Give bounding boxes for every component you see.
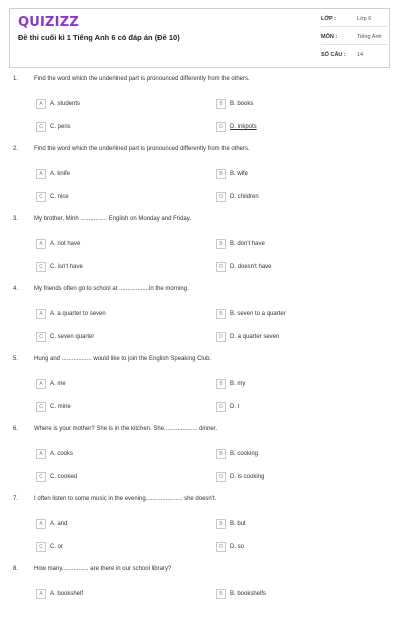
answer-option-a[interactable] xyxy=(36,379,66,389)
meta-row-subject xyxy=(321,31,387,45)
answer-letter-box: D xyxy=(216,262,226,272)
answer-text: A. knife xyxy=(50,171,71,177)
meta-value: Lớp 6 xyxy=(357,16,372,22)
question-text: My brother, Minh ................ English on Monday and Friday. xyxy=(34,216,191,222)
answer-option-c[interactable] xyxy=(36,332,94,342)
answer-option-a[interactable] xyxy=(36,239,80,249)
answer-option-d[interactable] xyxy=(216,122,257,132)
document-title: Đề thi cuối kì 1 Tiếng Anh 6 có đáp án (Đề 10) xyxy=(18,33,180,42)
answer-text: C. mine xyxy=(50,404,71,410)
question-text: How many................ are there in our school library? xyxy=(34,566,172,572)
answer-letter-box: B xyxy=(216,169,226,179)
answer-option-d[interactable] xyxy=(216,472,264,482)
worksheet-header xyxy=(9,8,390,68)
meta-label: LỚP : xyxy=(321,16,336,22)
answer-letter-box: B xyxy=(216,519,226,529)
question-number: 4. xyxy=(13,286,19,292)
answer-option-c[interactable] xyxy=(36,122,71,132)
answer-text: B. my xyxy=(230,381,246,387)
question-text: Find the word which the underlined part is pronounced differently from the others. xyxy=(34,76,250,82)
answer-letter-box: B xyxy=(216,379,226,389)
question-5 xyxy=(0,356,400,426)
answer-letter-box: A xyxy=(36,309,46,319)
answer-option-d[interactable] xyxy=(216,332,279,342)
question-6 xyxy=(0,426,400,496)
answer-text: D. children xyxy=(230,194,259,200)
answer-text: D. is cooking xyxy=(230,474,265,480)
question-4 xyxy=(0,286,400,356)
answer-option-a[interactable] xyxy=(36,449,73,459)
answer-letter-box: C xyxy=(36,332,46,342)
meta-table xyxy=(321,9,387,62)
answer-option-d[interactable] xyxy=(216,192,259,202)
answer-option-d[interactable] xyxy=(216,402,239,412)
answer-letter-box: D xyxy=(216,122,226,132)
question-text: Where is your mother? She is in the kitchen. She.................... dinner. xyxy=(34,426,218,432)
question-number: 6. xyxy=(13,426,19,432)
answer-letter-box: D xyxy=(216,472,226,482)
answer-text: A. cooks xyxy=(50,451,74,457)
answer-option-a[interactable] xyxy=(36,99,80,109)
answer-text: A. students xyxy=(50,101,81,107)
answer-text: A. a quarter to seven xyxy=(50,311,106,317)
answer-option-b[interactable] xyxy=(216,519,246,529)
answer-letter-box: D xyxy=(216,402,226,412)
question-7 xyxy=(0,496,400,566)
answer-letter-box: A xyxy=(36,449,46,459)
question-list xyxy=(0,76,400,636)
answer-letter-box: A xyxy=(36,379,46,389)
answer-letter-box: A xyxy=(36,519,46,529)
answer-letter-box: A xyxy=(36,99,46,109)
answer-option-a[interactable] xyxy=(36,169,70,179)
answer-letter-box: A xyxy=(36,589,46,599)
answer-option-b[interactable] xyxy=(216,379,245,389)
answer-text: A. bookshelf xyxy=(50,591,84,597)
answer-option-b[interactable] xyxy=(216,239,265,249)
quizizz-logo: QUIZIZZ xyxy=(18,15,79,30)
answer-option-c[interactable] xyxy=(36,192,69,202)
question-8 xyxy=(0,566,400,636)
answer-letter-box: C xyxy=(36,542,46,552)
answer-text: B. seven to a quarter xyxy=(230,311,286,317)
answer-text: C. or xyxy=(50,544,64,550)
answer-option-b[interactable] xyxy=(216,169,248,179)
question-text: Find the word which the underlined part is pronounced differently from the others. xyxy=(34,146,250,152)
answer-text: B. but xyxy=(230,521,246,527)
answer-text: B. bookshelfs xyxy=(230,591,267,597)
answer-option-a[interactable] xyxy=(36,589,83,599)
answer-text: D. doesn't have xyxy=(230,264,272,270)
answer-letter-box: A xyxy=(36,169,46,179)
answer-option-c[interactable] xyxy=(36,542,63,552)
question-number: 3. xyxy=(13,216,19,222)
question-number: 1. xyxy=(13,76,19,82)
meta-row-grade xyxy=(321,13,387,27)
answer-text: D. I xyxy=(230,404,240,410)
answer-letter-box: A xyxy=(36,239,46,249)
question-text: Hung and .................. would like to join the English Speaking Club. xyxy=(34,356,212,362)
meta-label: MÔN : xyxy=(321,34,338,40)
answer-text: D. a quarter seven xyxy=(230,334,280,340)
question-number: 8. xyxy=(13,566,19,572)
answer-option-a[interactable] xyxy=(36,309,106,319)
meta-value: Tiếng Anh xyxy=(357,34,382,40)
answer-letter-box: D xyxy=(216,332,226,342)
answer-text: C. isn't have xyxy=(50,264,83,270)
answer-letter-box: B xyxy=(216,589,226,599)
answer-text: A. not have xyxy=(50,241,81,247)
answer-option-b[interactable] xyxy=(216,589,266,599)
meta-label: SỐ CÂU : xyxy=(321,52,346,58)
answer-letter-box: C xyxy=(36,122,46,132)
answer-text: C. nice xyxy=(50,194,69,200)
answer-text: B. cooking xyxy=(230,451,259,457)
question-text: My friends often go to school at ..................in the morning. xyxy=(34,286,189,292)
answer-option-c[interactable] xyxy=(36,262,83,272)
question-number: 2. xyxy=(13,146,19,152)
question-number: 5. xyxy=(13,356,19,362)
answer-letter-box: D xyxy=(216,542,226,552)
question-1 xyxy=(0,76,400,146)
answer-option-c[interactable] xyxy=(36,402,71,412)
answer-option-d[interactable] xyxy=(216,262,272,272)
answer-text: A. me xyxy=(50,381,66,387)
answer-letter-box: B xyxy=(216,239,226,249)
answer-letter-box: C xyxy=(36,402,46,412)
answer-text: A. and xyxy=(50,521,68,527)
meta-row-question-count xyxy=(321,49,387,62)
answer-text: B. books xyxy=(230,101,254,107)
meta-value: 14 xyxy=(357,52,364,58)
question-number: 7. xyxy=(13,496,19,502)
answer-text: C. cooked xyxy=(50,474,78,480)
answer-letter-box: C xyxy=(36,472,46,482)
answer-option-c[interactable] xyxy=(36,472,77,482)
answer-option-d[interactable] xyxy=(216,542,244,552)
answer-text: B. don't have xyxy=(230,241,265,247)
answer-text: D. inkpots xyxy=(230,124,257,130)
question-text: I often listen to some music in the evening...................... she doesn't. xyxy=(34,496,217,502)
question-2 xyxy=(0,146,400,216)
answer-letter-box: C xyxy=(36,192,46,202)
answer-option-b[interactable] xyxy=(216,99,253,109)
answer-text: D. so xyxy=(230,544,245,550)
answer-letter-box: B xyxy=(216,309,226,319)
answer-option-a[interactable] xyxy=(36,519,67,529)
answer-option-b[interactable] xyxy=(216,309,286,319)
answer-text: C. pens xyxy=(50,124,71,130)
answer-option-b[interactable] xyxy=(216,449,258,459)
answer-letter-box: B xyxy=(216,99,226,109)
answer-letter-box: C xyxy=(36,262,46,272)
question-3 xyxy=(0,216,400,286)
answer-letter-box: D xyxy=(216,192,226,202)
answer-text: C. seven quarter xyxy=(50,334,95,340)
answer-text: B. wife xyxy=(230,171,249,177)
answer-letter-box: B xyxy=(216,449,226,459)
